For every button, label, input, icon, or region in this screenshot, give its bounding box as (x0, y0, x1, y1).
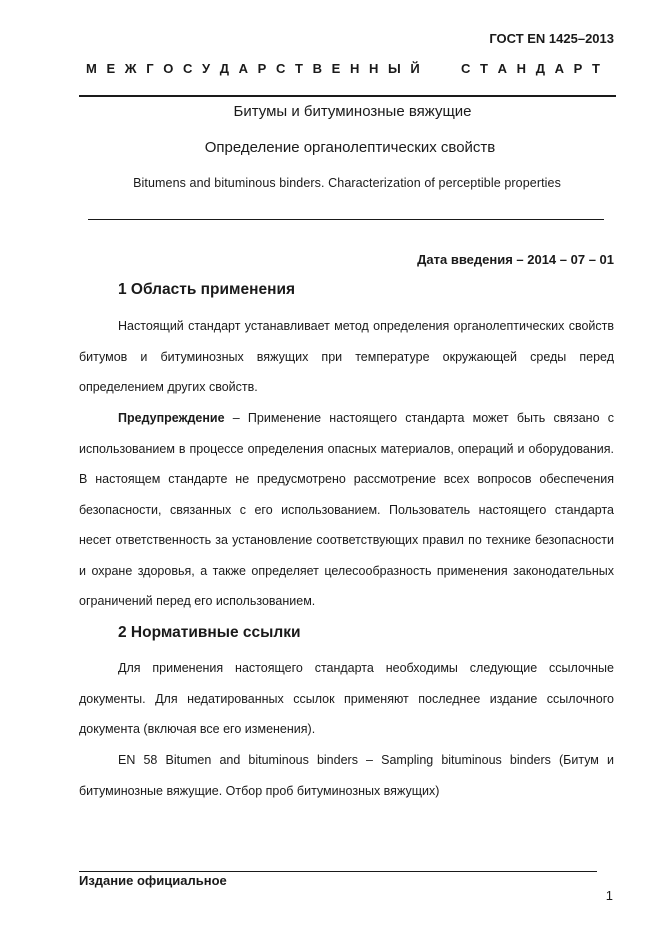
banner-letter: А (554, 61, 564, 76)
banner-letter: Е (331, 61, 341, 76)
banner-letter: Г (146, 61, 154, 76)
warning-text: – Применение настоящего стандарта может быть связано с использованием в процессе определения опасных материалов, операций и оборудования. В настоящем стандарте не предусмотрено рассмотрение всех вопросов обеспечения безопасности, связанных с его использованием. Пользователь настоящего стандарта несет ответственность за установление соответствующих правил по технике безопасности и охране здоровья, а также определяет целесообразность применения законодательных ограничений перед его использованием. (79, 411, 614, 608)
document-title: Битумы и битуминозные вяжущие (233, 103, 472, 120)
banner-letter: А (238, 61, 249, 76)
banner-letter: Ы (388, 61, 401, 76)
banner-letter: А (497, 61, 508, 76)
section-1-paragraph: Настоящий стандарт устанавливает метод определения органолептических свойств битумов и битуминозных вяжущих при температуре окружающей среды перед определением других свойств. (79, 319, 614, 394)
reference-en58: EN 58 Bitumen and bituminous binders – Sampling bituminous binders (Битум и битуминозные вяжущие. Отбор проб битуминозных вяжущих) (79, 753, 614, 798)
warning-paragraph (79, 403, 614, 617)
banner-letter: М (86, 61, 97, 76)
banner-letter: Й (410, 61, 420, 76)
banner-letter: У (202, 61, 211, 76)
standard-banner (86, 61, 600, 76)
banner-word-gap (429, 61, 451, 76)
banner-letter: Н (516, 61, 527, 76)
page-number: 1 (605, 888, 613, 903)
section-2-paragraph: Для применения настоящего стандарта необходимы следующие ссылочные документы. Для недатированных ссылок применяют последнее издание ссылочного документа (включая все его изменения). (79, 661, 614, 736)
header-rule (79, 95, 616, 97)
english-title: Bitumens and bituminous binders. Characterization of perceptible properties (133, 176, 561, 190)
footer-rule (79, 871, 597, 872)
banner-letter: Т (480, 61, 488, 76)
banner-letter: Н (368, 61, 379, 76)
warning-label: Предупреждение (118, 411, 225, 425)
title-divider (88, 219, 604, 220)
introduction-date: Дата введения – 2014 – 07 – 01 (417, 252, 614, 267)
banner-letter: Р (573, 61, 583, 76)
section-1-heading: 1 Область применения (118, 281, 296, 298)
banner-letter: С (275, 61, 286, 76)
edition-label: Издание официальное (79, 873, 227, 888)
banner-letter: Е (106, 61, 116, 76)
banner-letter: В (312, 61, 322, 76)
document-code: ГОСТ EN 1425–2013 (489, 31, 614, 46)
section-2-heading: 2 Нормативные ссылки (118, 624, 301, 641)
document-subtitle: Определение органолептических свойств (204, 139, 496, 156)
banner-letter: Р (257, 61, 267, 76)
banner-letter: Т (591, 61, 600, 76)
banner-letter: Д (219, 61, 229, 76)
banner-letter: Т (295, 61, 303, 76)
banner-letter: С (182, 61, 193, 76)
banner-letter: Д (535, 61, 545, 76)
banner-letter: С (461, 61, 471, 76)
banner-letter: О (163, 61, 174, 76)
banner-letter: Н (349, 61, 360, 76)
banner-letter: Ж (124, 61, 137, 76)
